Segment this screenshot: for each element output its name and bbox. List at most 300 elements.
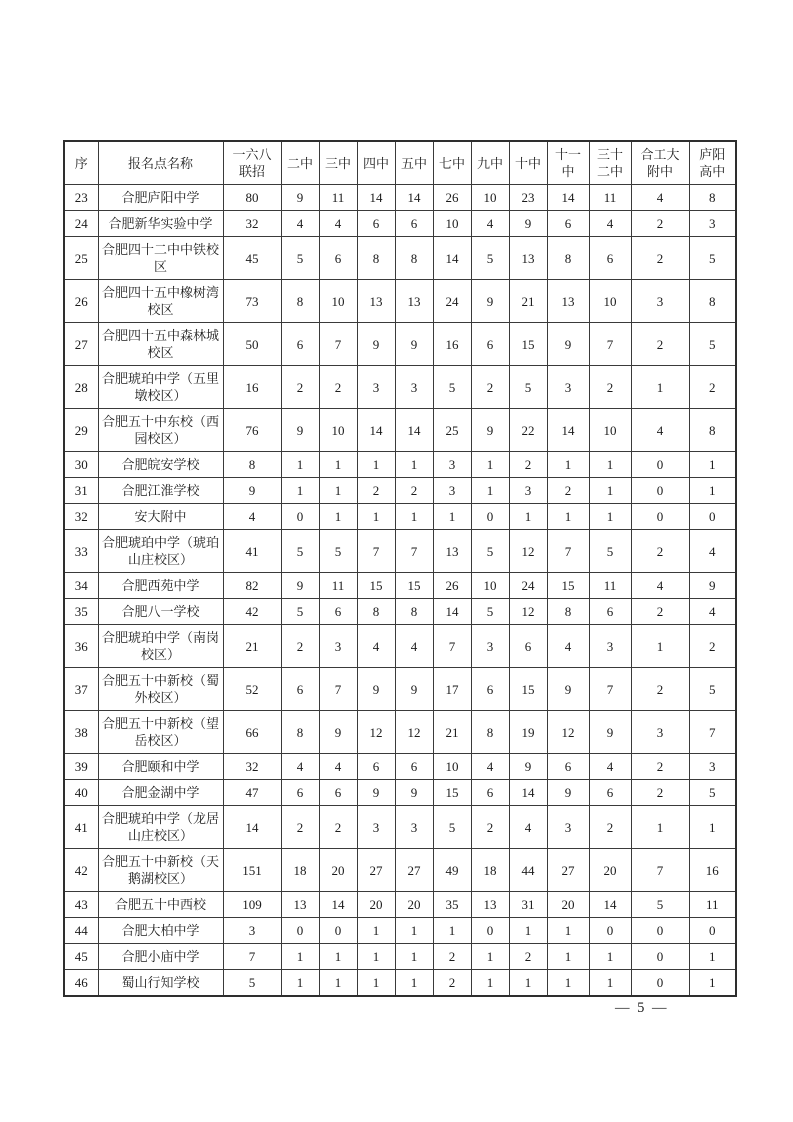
table-row	[64, 211, 736, 237]
column-header: 三中	[319, 141, 357, 185]
allocation-value: 3	[689, 211, 736, 237]
allocation-value: 7	[357, 530, 395, 573]
allocation-value: 82	[223, 573, 281, 599]
allocation-value: 1	[589, 504, 631, 530]
allocation-value: 7	[547, 530, 589, 573]
allocation-value: 3	[471, 625, 509, 668]
allocation-value: 9	[689, 573, 736, 599]
allocation-value: 11	[589, 185, 631, 211]
row-number: 31	[64, 478, 98, 504]
table-row	[64, 711, 736, 754]
allocation-value: 1	[319, 944, 357, 970]
allocation-value: 24	[509, 573, 547, 599]
allocation-value: 1	[319, 504, 357, 530]
allocation-value: 24	[433, 280, 471, 323]
table-row	[64, 970, 736, 997]
allocation-value: 2	[319, 366, 357, 409]
allocation-value: 3	[357, 806, 395, 849]
allocation-value: 5	[223, 970, 281, 997]
allocation-value: 9	[223, 478, 281, 504]
header-row	[64, 141, 736, 185]
allocation-value: 6	[471, 668, 509, 711]
allocation-value: 13	[433, 530, 471, 573]
allocation-value: 0	[689, 504, 736, 530]
allocation-value: 1	[395, 944, 433, 970]
allocation-value: 10	[319, 280, 357, 323]
allocation-value: 1	[395, 504, 433, 530]
allocation-value: 1	[689, 478, 736, 504]
school-name: 合肥四十二中中铁校区	[98, 237, 223, 280]
allocation-value: 4	[689, 599, 736, 625]
allocation-value: 3	[631, 711, 689, 754]
allocation-value: 8	[395, 237, 433, 280]
allocation-value: 9	[547, 668, 589, 711]
allocation-value: 0	[631, 452, 689, 478]
allocation-value: 4	[509, 806, 547, 849]
allocation-value: 10	[433, 754, 471, 780]
table-row	[64, 918, 736, 944]
allocation-value: 13	[395, 280, 433, 323]
allocation-value: 1	[281, 944, 319, 970]
allocation-value: 3	[223, 918, 281, 944]
school-name: 合肥江淮学校	[98, 478, 223, 504]
allocation-value: 14	[509, 780, 547, 806]
table-row	[64, 806, 736, 849]
allocation-value: 7	[223, 944, 281, 970]
allocation-value: 0	[471, 918, 509, 944]
allocation-value: 1	[357, 970, 395, 997]
allocation-value: 80	[223, 185, 281, 211]
table-row	[64, 892, 736, 918]
allocation-value: 4	[631, 409, 689, 452]
allocation-value: 4	[471, 211, 509, 237]
column-header: 十一中	[547, 141, 589, 185]
allocation-value: 0	[471, 504, 509, 530]
school-name: 合肥小庙中学	[98, 944, 223, 970]
allocation-value: 0	[589, 918, 631, 944]
allocation-value: 2	[319, 806, 357, 849]
allocation-value: 3	[319, 625, 357, 668]
allocation-value: 6	[395, 211, 433, 237]
allocation-value: 12	[509, 599, 547, 625]
allocation-value: 5	[281, 237, 319, 280]
row-number: 36	[64, 625, 98, 668]
allocation-value: 1	[509, 970, 547, 997]
allocation-value: 13	[509, 237, 547, 280]
allocation-value: 15	[509, 668, 547, 711]
allocation-value: 42	[223, 599, 281, 625]
allocation-value: 14	[433, 599, 471, 625]
row-number: 33	[64, 530, 98, 573]
allocation-value: 41	[223, 530, 281, 573]
allocation-value: 1	[547, 504, 589, 530]
table-header	[64, 141, 736, 185]
allocation-value: 4	[223, 504, 281, 530]
allocation-value: 9	[357, 780, 395, 806]
table-row	[64, 504, 736, 530]
allocation-value: 7	[319, 668, 357, 711]
allocation-value: 4	[471, 754, 509, 780]
allocation-value: 12	[357, 711, 395, 754]
allocation-value: 47	[223, 780, 281, 806]
allocation-value: 22	[509, 409, 547, 452]
table-row	[64, 625, 736, 668]
allocation-value: 13	[547, 280, 589, 323]
allocation-value: 9	[395, 323, 433, 366]
allocation-value: 9	[281, 409, 319, 452]
allocation-value: 1	[433, 918, 471, 944]
allocation-value: 13	[357, 280, 395, 323]
allocation-value: 2	[433, 944, 471, 970]
allocation-value: 16	[689, 849, 736, 892]
allocation-value: 3	[589, 625, 631, 668]
allocation-value: 13	[471, 892, 509, 918]
allocation-value: 1	[631, 806, 689, 849]
allocation-value: 14	[357, 185, 395, 211]
allocation-value: 8	[395, 599, 433, 625]
allocation-value: 12	[547, 711, 589, 754]
allocation-value: 0	[689, 918, 736, 944]
allocation-value: 151	[223, 849, 281, 892]
allocation-value: 6	[281, 780, 319, 806]
allocation-value: 0	[631, 944, 689, 970]
allocation-value: 8	[357, 599, 395, 625]
allocation-value: 6	[589, 237, 631, 280]
allocation-value: 7	[395, 530, 433, 573]
allocation-value: 27	[357, 849, 395, 892]
allocation-value: 6	[471, 780, 509, 806]
school-name: 合肥琥珀中学（南岗校区）	[98, 625, 223, 668]
allocation-value: 9	[589, 711, 631, 754]
allocation-value: 19	[509, 711, 547, 754]
allocation-value: 3	[689, 754, 736, 780]
row-number: 43	[64, 892, 98, 918]
allocation-value: 10	[433, 211, 471, 237]
column-header: 一六八联招	[223, 141, 281, 185]
allocation-value: 9	[281, 573, 319, 599]
school-name: 合肥五十中西校	[98, 892, 223, 918]
allocation-value: 5	[509, 366, 547, 409]
table-row	[64, 452, 736, 478]
allocation-value: 14	[357, 409, 395, 452]
allocation-value: 6	[395, 754, 433, 780]
allocation-value: 1	[689, 452, 736, 478]
allocation-value: 0	[631, 504, 689, 530]
allocation-value: 5	[471, 237, 509, 280]
allocation-value: 3	[547, 806, 589, 849]
allocation-value: 2	[631, 211, 689, 237]
allocation-value: 1	[357, 918, 395, 944]
allocation-value: 9	[509, 211, 547, 237]
allocation-value: 6	[547, 211, 589, 237]
allocation-value: 32	[223, 211, 281, 237]
column-header: 报名点名称	[98, 141, 223, 185]
allocation-value: 8	[689, 280, 736, 323]
allocation-value: 13	[281, 892, 319, 918]
allocation-value: 2	[281, 625, 319, 668]
column-header: 五中	[395, 141, 433, 185]
row-number: 29	[64, 409, 98, 452]
school-name: 合肥皖安学校	[98, 452, 223, 478]
allocation-value: 0	[631, 478, 689, 504]
allocation-value: 1	[471, 970, 509, 997]
allocation-value: 0	[281, 918, 319, 944]
allocation-value: 2	[689, 625, 736, 668]
allocation-value: 0	[631, 970, 689, 997]
allocation-value: 9	[357, 668, 395, 711]
table-row	[64, 185, 736, 211]
allocation-value: 109	[223, 892, 281, 918]
allocation-value: 6	[319, 780, 357, 806]
row-number: 42	[64, 849, 98, 892]
allocation-value: 10	[589, 280, 631, 323]
allocation-value: 6	[357, 754, 395, 780]
table-row	[64, 849, 736, 892]
allocation-value: 14	[589, 892, 631, 918]
allocation-value: 2	[281, 806, 319, 849]
allocation-value: 27	[547, 849, 589, 892]
allocation-value: 4	[319, 754, 357, 780]
allocation-value: 66	[223, 711, 281, 754]
column-header: 三十二中	[589, 141, 631, 185]
school-name: 合肥五十中新校（天鹅湖校区）	[98, 849, 223, 892]
allocation-value: 45	[223, 237, 281, 280]
school-name: 合肥琥珀中学（琥珀山庄校区）	[98, 530, 223, 573]
row-number: 28	[64, 366, 98, 409]
allocation-value: 3	[395, 366, 433, 409]
allocation-value: 8	[547, 237, 589, 280]
column-header: 十中	[509, 141, 547, 185]
school-name: 合肥琥珀中学（五里墩校区）	[98, 366, 223, 409]
allocation-value: 8	[689, 185, 736, 211]
row-number: 38	[64, 711, 98, 754]
column-header: 序	[64, 141, 98, 185]
column-header: 四中	[357, 141, 395, 185]
column-header: 合工大附中	[631, 141, 689, 185]
allocation-value: 2	[357, 478, 395, 504]
allocation-value: 1	[281, 478, 319, 504]
row-number: 26	[64, 280, 98, 323]
column-header: 九中	[471, 141, 509, 185]
row-number: 39	[64, 754, 98, 780]
allocation-value: 6	[281, 668, 319, 711]
row-number: 44	[64, 918, 98, 944]
allocation-value: 9	[281, 185, 319, 211]
allocation-value: 15	[547, 573, 589, 599]
allocation-value: 1	[589, 970, 631, 997]
allocation-value: 10	[471, 573, 509, 599]
allocation-value: 1	[547, 970, 589, 997]
allocation-value: 16	[433, 323, 471, 366]
column-header: 庐阳高中	[689, 141, 736, 185]
school-name: 合肥八一学校	[98, 599, 223, 625]
school-name: 合肥五十中新校（望岳校区）	[98, 711, 223, 754]
page-number: — 5 —	[615, 1000, 669, 1016]
school-name: 合肥四十五中森林城校区	[98, 323, 223, 366]
allocation-value: 8	[689, 409, 736, 452]
allocation-value: 2	[471, 366, 509, 409]
row-number: 30	[64, 452, 98, 478]
row-number: 40	[64, 780, 98, 806]
school-name: 合肥金湖中学	[98, 780, 223, 806]
allocation-value: 1	[471, 944, 509, 970]
allocation-value: 50	[223, 323, 281, 366]
allocation-value: 26	[433, 573, 471, 599]
allocation-value: 11	[319, 185, 357, 211]
school-name: 合肥庐阳中学	[98, 185, 223, 211]
allocation-value: 9	[395, 668, 433, 711]
table-row	[64, 668, 736, 711]
allocation-value: 23	[509, 185, 547, 211]
allocation-value: 12	[395, 711, 433, 754]
allocation-value: 21	[509, 280, 547, 323]
allocation-value: 2	[509, 452, 547, 478]
allocation-value: 1	[357, 944, 395, 970]
allocation-value: 2	[589, 366, 631, 409]
allocation-value: 20	[395, 892, 433, 918]
allocation-value: 4	[631, 573, 689, 599]
allocation-value: 15	[357, 573, 395, 599]
allocation-value: 4	[357, 625, 395, 668]
table-row	[64, 323, 736, 366]
school-name: 合肥颐和中学	[98, 754, 223, 780]
allocation-value: 6	[547, 754, 589, 780]
allocation-value: 1	[547, 452, 589, 478]
allocation-value: 5	[631, 892, 689, 918]
allocation-value: 14	[547, 409, 589, 452]
row-number: 34	[64, 573, 98, 599]
row-number: 24	[64, 211, 98, 237]
table-row	[64, 530, 736, 573]
allocation-value: 2	[631, 237, 689, 280]
allocation-value: 9	[395, 780, 433, 806]
allocation-value: 9	[547, 323, 589, 366]
allocation-value: 14	[547, 185, 589, 211]
school-name: 合肥西苑中学	[98, 573, 223, 599]
row-number: 41	[64, 806, 98, 849]
allocation-value: 15	[395, 573, 433, 599]
allocation-value: 4	[589, 754, 631, 780]
allocation-value: 5	[281, 599, 319, 625]
allocation-value: 1	[433, 504, 471, 530]
allocation-value: 2	[395, 478, 433, 504]
allocation-value: 1	[395, 452, 433, 478]
allocation-value: 5	[689, 323, 736, 366]
allocation-value: 9	[471, 409, 509, 452]
allocation-value: 16	[223, 366, 281, 409]
allocation-value: 5	[319, 530, 357, 573]
allocation-value: 73	[223, 280, 281, 323]
allocation-value: 1	[471, 452, 509, 478]
allocation-value: 15	[433, 780, 471, 806]
allocation-value: 10	[589, 409, 631, 452]
allocation-value: 18	[471, 849, 509, 892]
allocation-value: 25	[433, 409, 471, 452]
allocation-value: 1	[689, 806, 736, 849]
allocation-value: 2	[631, 780, 689, 806]
allocation-value: 1	[689, 944, 736, 970]
row-number: 45	[64, 944, 98, 970]
allocation-value: 14	[433, 237, 471, 280]
allocation-value: 1	[319, 478, 357, 504]
allocation-value: 1	[589, 478, 631, 504]
allocation-value: 3	[509, 478, 547, 504]
allocation-value: 5	[689, 780, 736, 806]
table-row	[64, 944, 736, 970]
table-row	[64, 280, 736, 323]
allocation-value: 1	[547, 918, 589, 944]
allocation-value: 14	[395, 409, 433, 452]
allocation-value: 1	[547, 944, 589, 970]
allocation-value: 4	[319, 211, 357, 237]
column-header: 七中	[433, 141, 471, 185]
allocation-value: 2	[281, 366, 319, 409]
allocation-value: 1	[509, 504, 547, 530]
allocation-value: 20	[547, 892, 589, 918]
row-number: 35	[64, 599, 98, 625]
allocation-value: 2	[471, 806, 509, 849]
table-row	[64, 599, 736, 625]
school-name: 合肥新华实验中学	[98, 211, 223, 237]
table-row	[64, 366, 736, 409]
allocation-value: 3	[433, 478, 471, 504]
enrollment-allocation-table	[63, 140, 737, 997]
allocation-value: 1	[689, 970, 736, 997]
allocation-value: 5	[281, 530, 319, 573]
allocation-value: 20	[357, 892, 395, 918]
allocation-value: 2	[509, 944, 547, 970]
allocation-value: 7	[589, 323, 631, 366]
table-body	[64, 185, 736, 997]
allocation-value: 8	[547, 599, 589, 625]
allocation-value: 14	[319, 892, 357, 918]
allocation-value: 6	[509, 625, 547, 668]
allocation-value: 3	[395, 806, 433, 849]
allocation-value: 4	[281, 754, 319, 780]
allocation-value: 12	[509, 530, 547, 573]
allocation-value: 3	[357, 366, 395, 409]
school-name: 合肥大柏中学	[98, 918, 223, 944]
allocation-value: 9	[547, 780, 589, 806]
allocation-value: 6	[471, 323, 509, 366]
allocation-value: 1	[319, 970, 357, 997]
allocation-value: 2	[631, 599, 689, 625]
row-number: 23	[64, 185, 98, 211]
allocation-value: 1	[319, 452, 357, 478]
table-row	[64, 780, 736, 806]
allocation-value: 2	[547, 478, 589, 504]
allocation-value: 3	[433, 452, 471, 478]
allocation-value: 21	[433, 711, 471, 754]
allocation-value: 11	[689, 892, 736, 918]
allocation-value: 18	[281, 849, 319, 892]
allocation-value: 2	[631, 668, 689, 711]
table-row	[64, 573, 736, 599]
allocation-value: 5	[589, 530, 631, 573]
allocation-value: 76	[223, 409, 281, 452]
allocation-value: 6	[319, 599, 357, 625]
allocation-value: 9	[471, 280, 509, 323]
allocation-value: 35	[433, 892, 471, 918]
allocation-value: 1	[589, 944, 631, 970]
allocation-value: 44	[509, 849, 547, 892]
allocation-value: 1	[357, 504, 395, 530]
allocation-value: 5	[689, 668, 736, 711]
allocation-value: 10	[319, 409, 357, 452]
allocation-value: 9	[357, 323, 395, 366]
allocation-value: 8	[281, 280, 319, 323]
allocation-value: 14	[223, 806, 281, 849]
